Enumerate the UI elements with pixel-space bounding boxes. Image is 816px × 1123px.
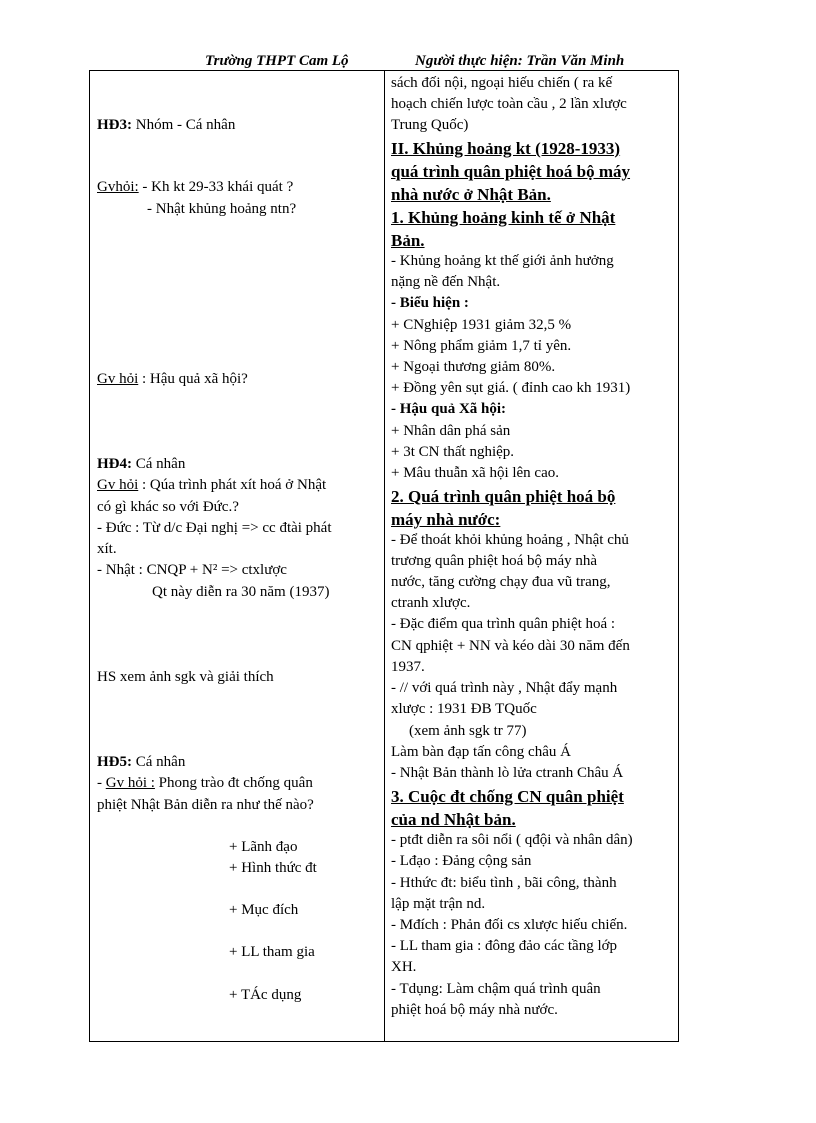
hs-line: HS xem ảnh sgk và giải thích bbox=[97, 669, 274, 685]
gv2-label: Gv hỏi bbox=[97, 371, 139, 387]
hd5-text: Cá nhân bbox=[132, 754, 186, 770]
p4-line5: - Nhật Bản thành lò lửa ctranh Châu Á bbox=[391, 765, 624, 781]
gv4-line bbox=[97, 773, 313, 795]
gv1-q1: - Kh kt 29-33 khái quát ? bbox=[138, 179, 294, 195]
hd4-line bbox=[97, 454, 185, 476]
p2-line1: - Để thoát khỏi khủng hoảng , Nhật chủ bbox=[391, 532, 629, 548]
p5-line9: phiệt hoá bộ máy nhà nước. bbox=[391, 1002, 558, 1018]
gv1-q2: - Nhật khủng hoảng ntn? bbox=[147, 201, 297, 217]
header-school: Trường THPT Cam Lộ bbox=[205, 53, 349, 69]
p2-line2: trương quân phiệt hoá bộ máy nhà bbox=[391, 553, 598, 569]
nhat-line2: Qt này diễn ra 30 năm (1937) bbox=[152, 584, 330, 600]
hd4-label: HĐ4: bbox=[97, 456, 132, 472]
section-ii-title-2: quá trình quân phiệt hoá bộ máy bbox=[391, 162, 631, 181]
gv2-line bbox=[97, 369, 248, 391]
p4-line4: Làm bàn đạp tấn công châu Á bbox=[391, 744, 571, 760]
p5-line3: - Hthức đt: biểu tình , bãi công, thành bbox=[391, 875, 617, 891]
p2-line3: nước, tăng cường chạy đua vũ trang, bbox=[391, 574, 611, 590]
p5-line5: - Mđích : Phản đối cs xlược hiếu chiến. bbox=[391, 917, 628, 933]
item-ll-tham-gia: + LL tham gia bbox=[229, 944, 315, 960]
p4-line2: xlược : 1931 ĐB TQuốc bbox=[391, 701, 537, 717]
p5-line4: lập mặt trận nd. bbox=[391, 896, 486, 912]
p5-line2: - Lđạo : Đảng cộng sản bbox=[391, 853, 532, 869]
r-line2: hoạch chiến lược toàn cầu , 2 lần xlược bbox=[391, 96, 627, 112]
subsection-1-title-1: 1. Khủng hoảng kinh tế ở Nhật bbox=[391, 208, 616, 227]
p5-line6: - LL tham gia : đông đảo các tầng lớp bbox=[391, 938, 618, 954]
section-ii-title-3: nhà nước ở Nhật Bản. bbox=[391, 185, 551, 204]
gv4-prefix: - bbox=[97, 775, 106, 791]
p3-line1: - Đặc điểm qua trình quân phiệt hoá : bbox=[391, 616, 616, 632]
p4-line1: - // với quá trình này , Nhật đẩy mạnh bbox=[391, 680, 618, 696]
gv2-text: : Hậu quả xã hội? bbox=[138, 371, 248, 387]
duc-line1: - Đức : Từ d/c Đại nghị => cc đtài phát bbox=[97, 520, 332, 536]
gv4-label: Gv hỏi : bbox=[105, 775, 155, 791]
subsection-2-title-1: 2. Quá trình quân phiệt hoá bộ bbox=[391, 487, 616, 506]
r-line1: sách đối nội, ngoại hiếu chiến ( ra kế bbox=[391, 75, 613, 91]
p3-line2: CN qphiệt + NN và kéo dài 30 năm đến bbox=[391, 638, 630, 654]
hau-qua-heading: - Hậu quả Xã hội: bbox=[391, 401, 507, 417]
hd3-label: HĐ3: bbox=[97, 117, 132, 133]
gv3-label: Gv hỏi bbox=[97, 477, 139, 493]
column-divider bbox=[384, 71, 385, 1041]
gv1-line bbox=[97, 177, 293, 199]
p5-line1: - ptđt diễn ra sôi nổi ( qđội và nhân dân) bbox=[391, 832, 633, 848]
hd3-text: Nhóm - Cá nhân bbox=[132, 117, 236, 133]
p3-line3: 1937. bbox=[391, 659, 425, 675]
bieu-hien-2: + Nông phẩm giảm 1,7 tỉ yên. bbox=[391, 338, 572, 354]
p5-line8: - Tdụng: Làm chậm quá trình quân bbox=[391, 981, 601, 997]
item-lanh-dao: + Lãnh đạo bbox=[229, 839, 298, 855]
hau-qua-2: + 3t CN thất nghiệp. bbox=[391, 444, 515, 460]
p4-line3: (xem ảnh sgk tr 77) bbox=[409, 723, 527, 739]
gv3-line bbox=[97, 475, 326, 497]
subsection-2-title-2: máy nhà nước: bbox=[391, 510, 501, 529]
bieu-hien-3: + Ngoại thương giảm 80%. bbox=[391, 359, 556, 375]
gv3-text2: có gì khác so với Đức.? bbox=[97, 499, 239, 515]
hd5-label: HĐ5: bbox=[97, 754, 132, 770]
r-line3: Trung Quốc) bbox=[391, 117, 469, 133]
gv3-text1: : Qúa trình phát xít hoá ở Nhật bbox=[138, 477, 327, 493]
hd5-line bbox=[97, 752, 185, 774]
nhat-line1: - Nhật : CNQP + N² => ctxlược bbox=[97, 562, 287, 578]
p5-line7: XH. bbox=[391, 959, 417, 975]
gv1-label: Gvhỏi: bbox=[97, 179, 139, 195]
subsection-3-title-2: của nd Nhật bản. bbox=[391, 810, 516, 829]
item-tac-dung: + TÁc dụng bbox=[229, 987, 302, 1003]
p1-line1: - Khủng hoảng kt thế giới ảnh hưởng bbox=[391, 253, 614, 269]
hd4-text: Cá nhân bbox=[132, 456, 186, 472]
subsection-1-title-2: Bản. bbox=[391, 231, 425, 250]
subsection-3-title-1: 3. Cuộc đt chống CN quân phiệt bbox=[391, 787, 624, 806]
header-teacher: Người thực hiện: Trần Văn Minh bbox=[415, 53, 625, 69]
bieu-hien-heading: - Biểu hiện : bbox=[391, 295, 469, 311]
lesson-table bbox=[89, 70, 679, 1042]
p1-line2: nặng nề đến Nhật. bbox=[391, 274, 501, 290]
item-muc-dich: + Mục đích bbox=[229, 902, 299, 918]
gv4-text1: Phong trào đt chống quân bbox=[154, 775, 313, 791]
item-hinh-thuc: + Hình thức đt bbox=[229, 860, 317, 876]
duc-line2: xít. bbox=[97, 541, 117, 557]
hd3-line bbox=[97, 115, 235, 137]
gv4-text2: phiệt Nhật Bản diễn ra như thế nào? bbox=[97, 797, 314, 813]
hau-qua-3: + Mâu thuẫn xã hội lên cao. bbox=[391, 465, 559, 481]
bieu-hien-1: + CNghiệp 1931 giảm 32,5 % bbox=[391, 317, 572, 333]
hau-qua-1: + Nhân dân phá sản bbox=[391, 423, 511, 439]
section-ii-title-1: II. Khủng hoảng kt (1928-1933) bbox=[391, 139, 621, 158]
p2-line4: ctranh xlược. bbox=[391, 595, 471, 611]
bieu-hien-4: + Đồng yên sụt giá. ( đỉnh cao kh 1931) bbox=[391, 380, 631, 396]
